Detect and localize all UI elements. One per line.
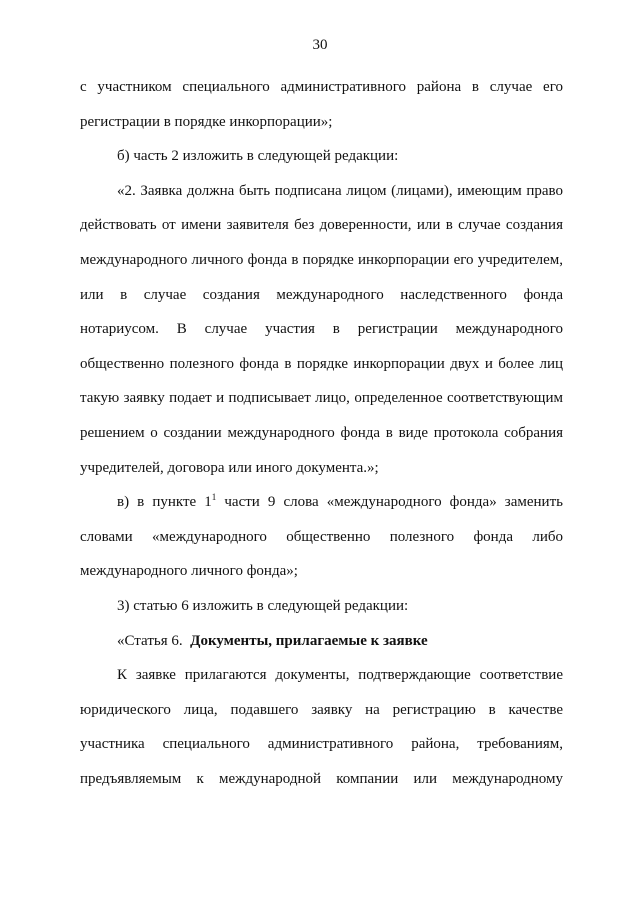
text-line: такую заявку подает и подписывает лицо, определенное соответствующим <box>80 390 563 407</box>
text-segment: в) в пункте 1 <box>117 494 212 511</box>
text-line-with-superscript <box>80 485 563 520</box>
text-line: учредителей, договора или иного документа.»; <box>80 459 379 476</box>
text-line: словами «международного общественно полезного фонда либо <box>80 528 563 545</box>
text-segment: части 9 слова «международного фонда» заменить <box>216 494 563 511</box>
text-line: международного личного фонда»; <box>80 563 298 580</box>
text-line: К заявке прилагаются документы, подтверждающие соответствие <box>117 667 563 684</box>
text-line: участника специального административного района, требованиям, <box>80 736 563 753</box>
document-body <box>80 70 563 796</box>
text-line: решением о создании международного фонда в виде протокола собрания <box>80 424 563 441</box>
article-heading <box>80 624 563 659</box>
text-line: или в случае создания международного наследственного фонда <box>80 286 563 303</box>
text-line: юридического лица, подавшего заявку на регистрацию в качестве <box>80 701 563 718</box>
article-number: «Статья 6. <box>117 632 183 649</box>
text-line: «2. Заявка должна быть подписана лицом (лицами), имеющим право <box>117 182 563 199</box>
text-line: международного личного фонда в порядке инкорпорации его учредителем, <box>80 251 563 268</box>
text-line: б) часть 2 изложить в следующей редакции: <box>117 148 399 165</box>
text-line: общественно полезного фонда в порядке инкорпорации двух и более лиц <box>80 355 563 372</box>
text-line: нотариусом. В случае участия в регистрации международного <box>80 321 563 338</box>
text-line: 3) статью 6 изложить в следующей редакции: <box>117 597 409 614</box>
text-line: с участником специального административного района в случае его <box>80 79 563 95</box>
article-title: Документы, прилагаемые к заявке <box>190 632 428 649</box>
superscript: 1 <box>211 492 217 503</box>
text-line: предъявляемым к международной компании или международному <box>80 770 563 787</box>
text-line: регистрации в порядке инкорпорации»; <box>80 113 333 130</box>
page-number: 30 <box>312 37 328 53</box>
text-line: действовать от имени заявителя без доверенности, или в случае создания <box>80 217 563 234</box>
